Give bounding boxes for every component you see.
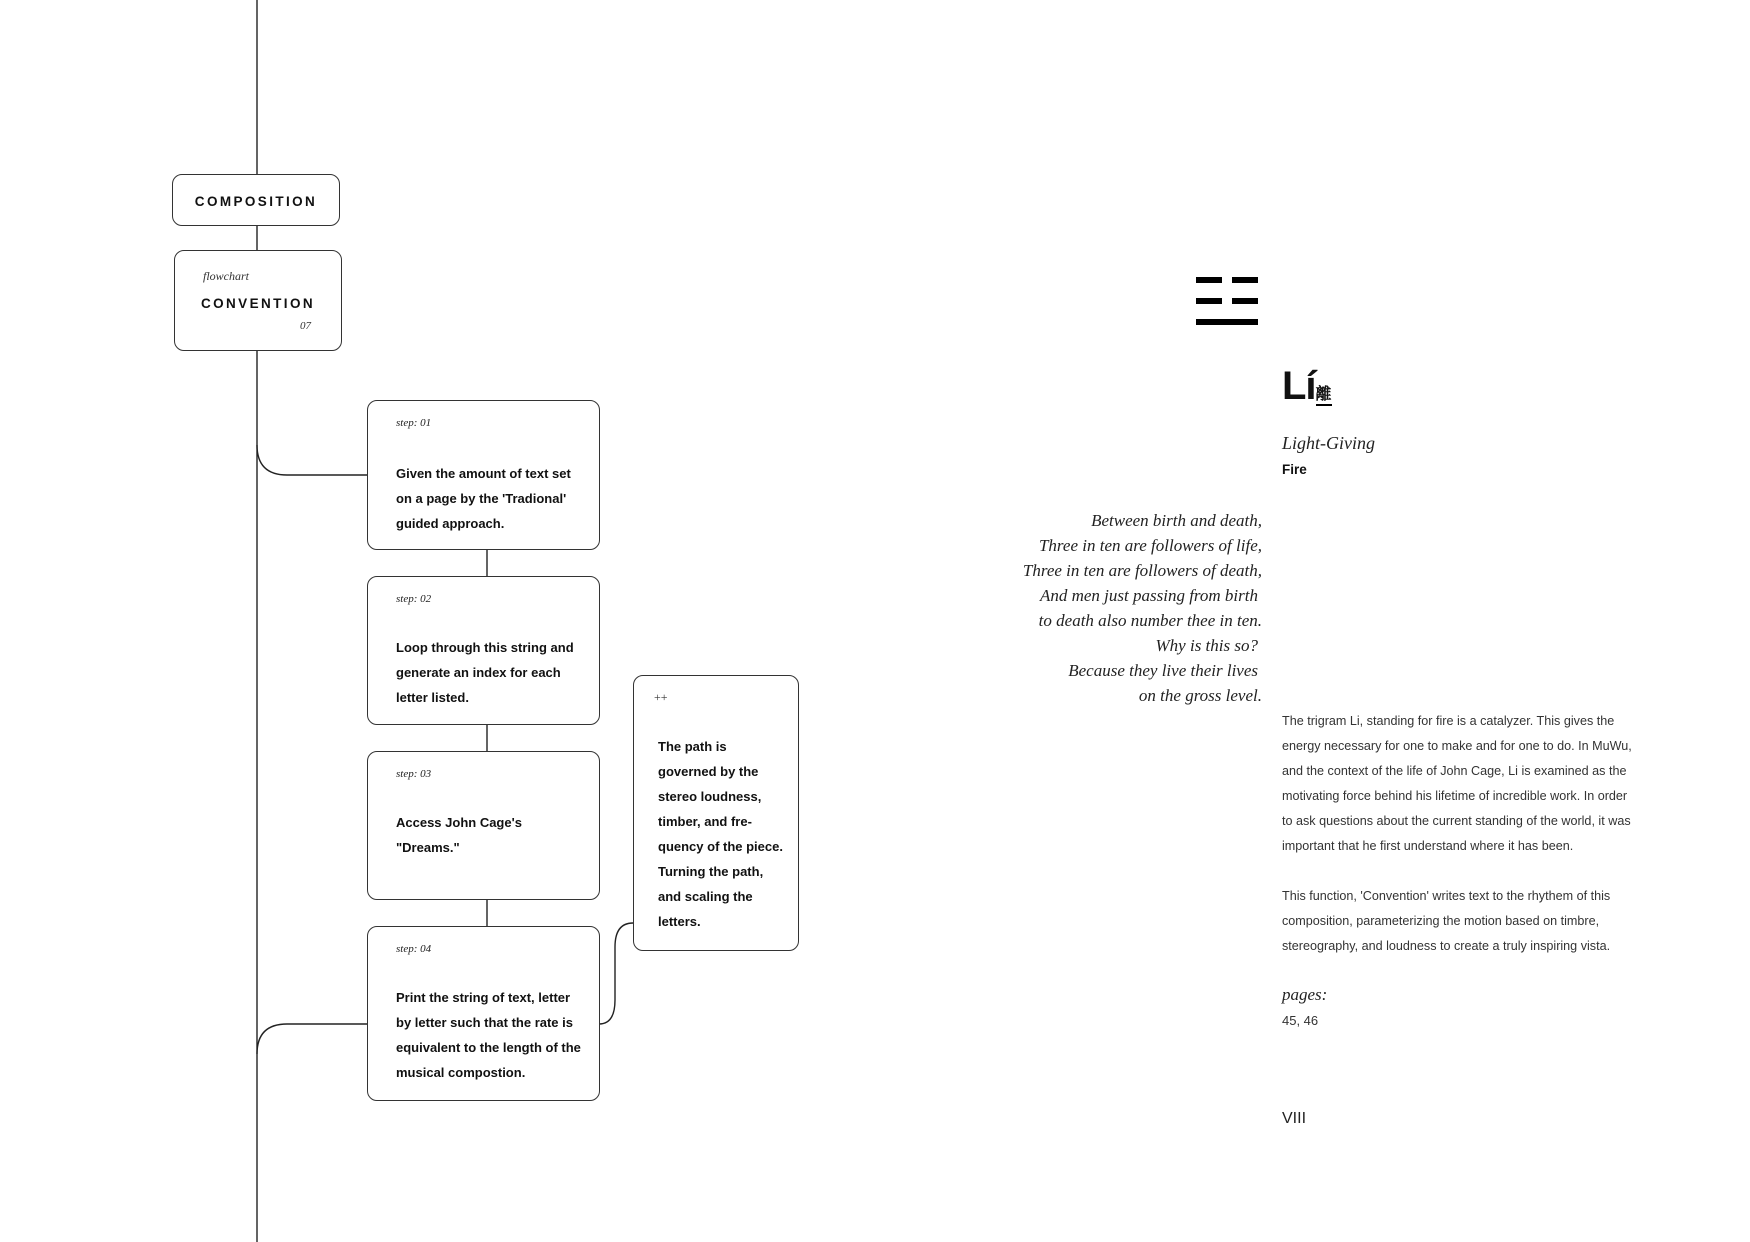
side-note-text: The path is governed by the stereo loudness, timber, and fre-quency of the piece. Turning the path, and scaling the letters. <box>658 739 783 929</box>
side-note-label: ++ <box>654 690 668 704</box>
description-paragraph-1: The trigram Li, standing for fire is a catalyzer. This gives the energy necessary for one to make and for one to do. In MuWu, and the context of the life of John Cage, Li is examined as the motivating force behind his lifetime of incredible work. In order to ask questions about the current standing of the world, it was important that he first understand where it has been. <box>1282 714 1632 853</box>
step-text: Loop through this string and generate an index for each letter listed. <box>396 640 574 705</box>
composition-box <box>172 174 340 226</box>
poem-line: Three in ten are followers of life, <box>1038 536 1262 555</box>
poem-line: Why is this so? <box>1155 636 1258 655</box>
convention-title: CONVENTION <box>200 296 315 311</box>
connector-side-note <box>599 923 633 1024</box>
trigram-meaning: Light-Giving <box>1282 433 1375 453</box>
trigram-heading <box>1282 364 1332 409</box>
step-label: step: 04 <box>396 943 432 955</box>
branch-step-01 <box>257 445 368 475</box>
pages-label: pages: <box>1282 985 1328 1004</box>
poem-line: Three in ten are followers of death, <box>1022 561 1262 580</box>
convention-number: 07 <box>300 320 311 332</box>
composition-label: COMPOSITION <box>194 194 318 209</box>
pages-value: 45, 46 <box>1282 1013 1319 1028</box>
step-label: step: 03 <box>396 768 432 780</box>
page-number: VIII <box>1282 1110 1307 1127</box>
poem-line: Between birth and death, <box>1091 511 1262 530</box>
description-paragraph-2: This function, 'Convention' writes text to the rhythem of this composition, parameterizing the motion based on timbre, stereography, and loudness to create a truly inspiring vista. <box>1282 889 1611 953</box>
convention-subtitle: flowchart <box>203 269 250 283</box>
step-text: Given the amount of text set on a page by the 'Tradional' guided approach. <box>396 466 571 531</box>
step-text: Print the string of text, letter by letter such that the rate is equivalent to the length of the musical compostion. <box>396 990 581 1080</box>
trigram-name: Lí <box>1282 364 1316 408</box>
trigram-element: Fire <box>1282 462 1307 477</box>
poem-line: to death also number thee in ten. <box>1038 611 1262 630</box>
poem-line: Because they live their lives <box>1068 661 1258 680</box>
li-trigram-icon <box>1196 277 1258 327</box>
side-note-box <box>633 675 799 951</box>
trigram-character: 離 <box>1316 386 1332 406</box>
step-box-02 <box>367 576 600 725</box>
poem <box>1000 508 1262 713</box>
step-box-04 <box>367 926 600 1101</box>
poem-line: on the gross level. <box>1138 686 1262 705</box>
poem-line: And men just passing from birth <box>1039 586 1258 605</box>
step-label: step: 02 <box>396 593 432 605</box>
step-text: Access John Cage's "Dreams." <box>396 815 522 855</box>
convention-box <box>174 250 342 351</box>
branch-step-04 <box>257 1024 368 1054</box>
step-box-03 <box>367 751 600 900</box>
step-label: step: 01 <box>396 417 432 429</box>
step-box-01 <box>367 400 600 550</box>
